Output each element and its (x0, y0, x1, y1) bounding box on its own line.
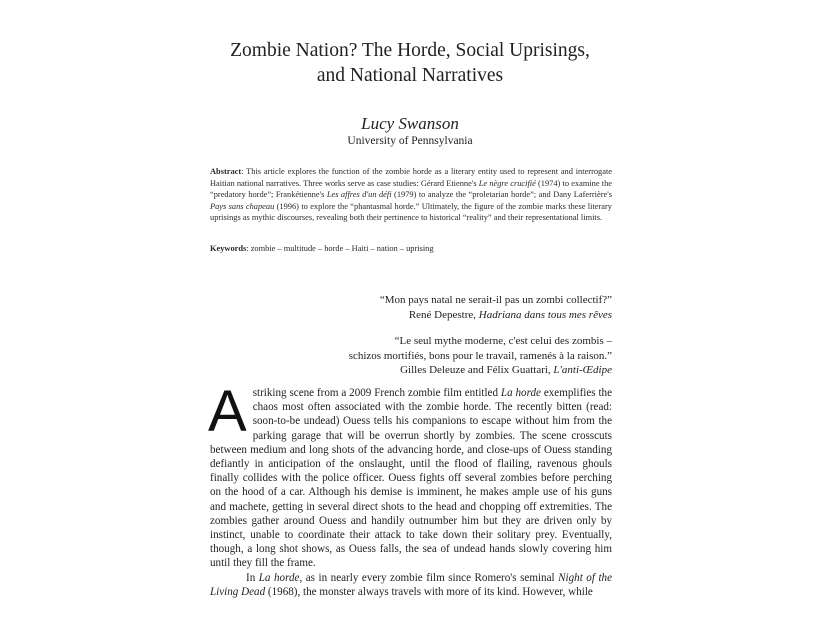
paper-title (150, 38, 670, 88)
paragraph-1-text-a: striking scene from a 2009 French zombie film entitled (252, 387, 501, 399)
paragraph-2 (210, 571, 612, 599)
keywords (210, 243, 612, 255)
author-affiliation: University of Pennsylvania (347, 135, 473, 147)
epigraph-1-attribution (380, 308, 612, 323)
abstract-text-4: (1996) to explore the “phantasmal horde.” Ultimately, the figure of the zombie marks these literary uprisings as mythic discourses, revealing both their pertinence to historical “reality” and their representational limits. (210, 201, 612, 223)
epigraph-2-quote-line-1: “Le seul mythe moderne, c'est celui des zombis – (394, 335, 612, 347)
paragraph-2-film-2: Night of the Living Dead (210, 571, 612, 598)
body-text (208, 379, 613, 599)
abstract-text-2: (1974) to examine the “predatory horde”; Frankétienne's (210, 178, 612, 200)
abstract-text-1: : This article explores the function of the zombie horde as a literary entity used to represent and interrogate Haitian national narratives. Three works serve as case studies: Gérard Etienne's (210, 167, 612, 188)
epigraph-deleuze-guattari (349, 334, 612, 378)
epigraph-2-attribution (349, 363, 612, 378)
paragraph-1-film: La horde (500, 387, 541, 399)
abstract (210, 166, 612, 224)
title-line-2: and National Narratives (316, 65, 504, 86)
abstract-work-1: Le nègre crucifié (478, 178, 536, 188)
title-line-1: Zombie Nation? The Horde, Social Uprisings, (230, 40, 590, 61)
abstract-label: Abstract (210, 167, 242, 176)
epigraph-2-author: Gilles Deleuze and Félix Guattari, (400, 364, 554, 376)
author-name: Lucy Swanson (361, 114, 459, 133)
epigraph-1-quote: “Mon pays natal ne serait-il pas un zombi collectif?” (379, 294, 612, 306)
abstract-work-2: Les affres d'un défi (326, 190, 392, 200)
abstract-text-3: (1979) to analyze the “proletarian horde”; and Dany Laferrière's (391, 190, 613, 200)
paragraph-2-text-c: (1968), the monster always travels with more of its kind. However, while (265, 585, 593, 598)
epigraph-1-author: René Depestre, (408, 308, 479, 321)
epigraph-1-work: Hadriana dans tous mes rêves (478, 308, 612, 321)
keywords-label: Keywords (210, 244, 247, 253)
paragraph-1-text-b: exemplifies the chaos most often associated with the zombie horde. The recently bitten (read: soon-to-be undead) Ouess tells his companions to escape without him from the parking garage that will be overrun shortly by zombies. The scene crosscuts between medium and long shots of the advancing horde, and close-ups of Ouess standing defiantly in anticipation of the onslaught, until the flood of flailing, ravenous ghouls finally collides with the police officer. Ouess fights off several zombies before perching on the hood of a car. Although his demise is imminent, he makes ample use of his guns and machete, getting in several direct shots to the head and chopping off extremities. The zombies gather around Ouess and handily outnumber him but they are driven only by instinct, unable to coordinate their attack to take down their solitary prey. Eventually, though, a long shot shows, as Ouess falls, the sea of undead hands slowly covering him until they fill the frame. (210, 387, 613, 570)
epigraph-2-work: L'anti-Œdipe (553, 364, 612, 376)
paragraph-1 (208, 379, 613, 571)
keywords-text: : zombie – multitude – horde – Haiti – nation – uprising (246, 244, 434, 253)
abstract-work-3: Pays sans chapeau (210, 201, 275, 211)
paragraph-2-text-a: In (246, 571, 259, 584)
paragraph-2-text-b: , as in nearly every zombie film since Romero's seminal (299, 571, 559, 584)
drop-cap: A (208, 379, 247, 444)
paragraph-2-film: La horde (258, 571, 300, 584)
epigraph-2-quote-line-2: schizos mortifiés, bons pour le travail, ramenés à la raison.” (348, 349, 612, 362)
epigraph-depestre (380, 293, 612, 322)
